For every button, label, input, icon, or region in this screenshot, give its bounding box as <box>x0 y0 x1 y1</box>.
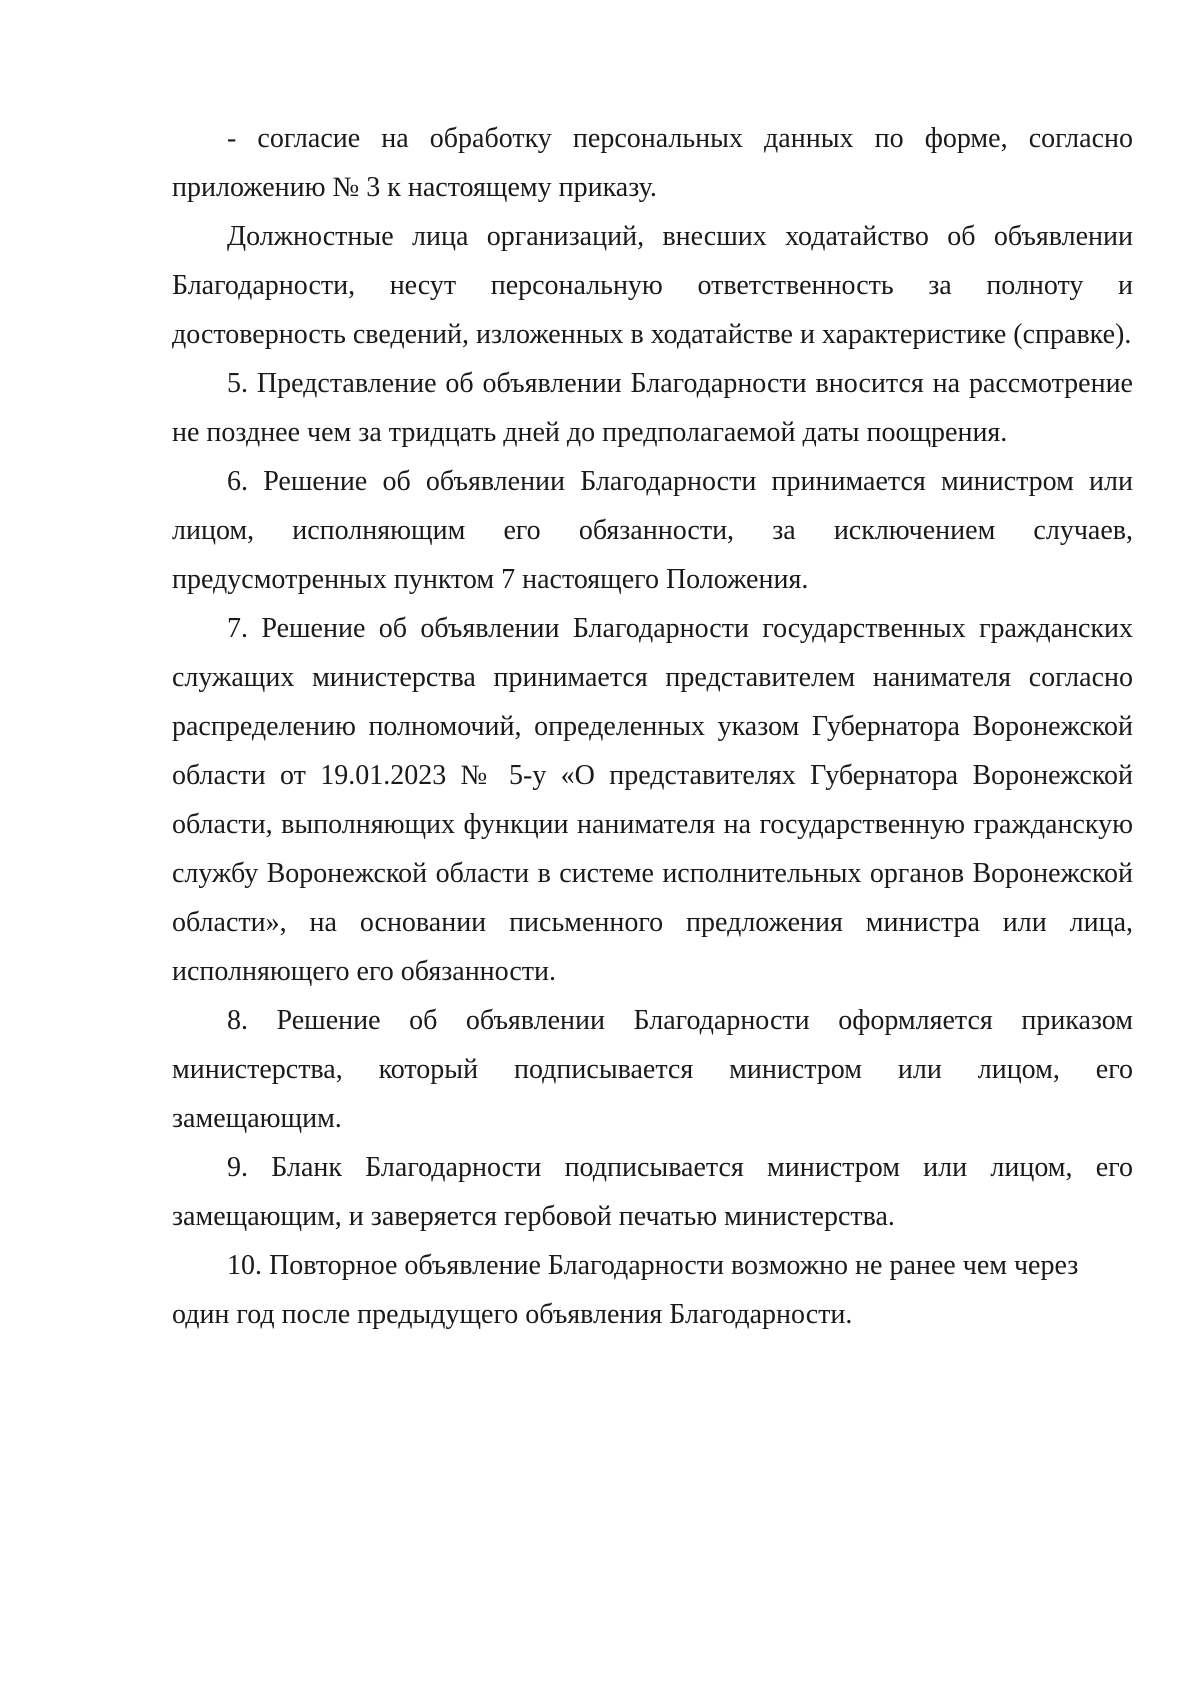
paragraph-item-7: 7. Решение об объявлении Благодарности государственных гражданских служащих министерства принимается представителем нанимателя согласно распределению полномочий, определенных указом Губернатора Воронежской области от 19.01.2023 № 5-у «О представителях Губернатора Воронежской области, выполняющих функции нанимателя на государственную гражданскую службу Воронежской области в системе исполнительных органов Воронежской области», на основании письменного предложения министра или лица, исполняющего его обязанности. <box>172 613 1133 987</box>
paragraph-item-9: 9. Бланк Благодарности подписывается министром или лицом, его замещающим, и заверяется гербовой печатью министерства. <box>172 1152 1133 1232</box>
paragraph-item-6: 6. Решение об объявлении Благодарности принимается министром или лицом, исполняющим его обязанности, за исключением случаев, предусмотренных пунктом 7 настоящего Положения. <box>172 466 1133 595</box>
paragraph-responsibility: Должностные лица организаций, внесших ходатайство об объявлении Благодарности, несут персональную ответственность за полноту и достоверность сведений, изложенных в ходатайстве и характеристике (справке). <box>172 221 1133 350</box>
paragraph-item-8: 8. Решение об объявлении Благодарности оформляется приказом министерства, который подписывается министром или лицом, его замещающим. <box>172 1005 1133 1134</box>
paragraph-consent-item: - согласие на обработку персональных данных по форме, согласно приложению № 3 к настоящему приказу. <box>172 123 1133 203</box>
paragraph-item-5: 5. Представление об объявлении Благодарности вносится на рассмотрение не позднее чем за тридцать дней до предполагаемой даты поощрения. <box>172 368 1133 448</box>
document-text <box>172 114 1133 1339</box>
paragraph-item-10: 10. Повторное объявление Благодарности возможно не ранее чем через один год после предыдущего объявления Благодарности. <box>172 1250 1079 1330</box>
